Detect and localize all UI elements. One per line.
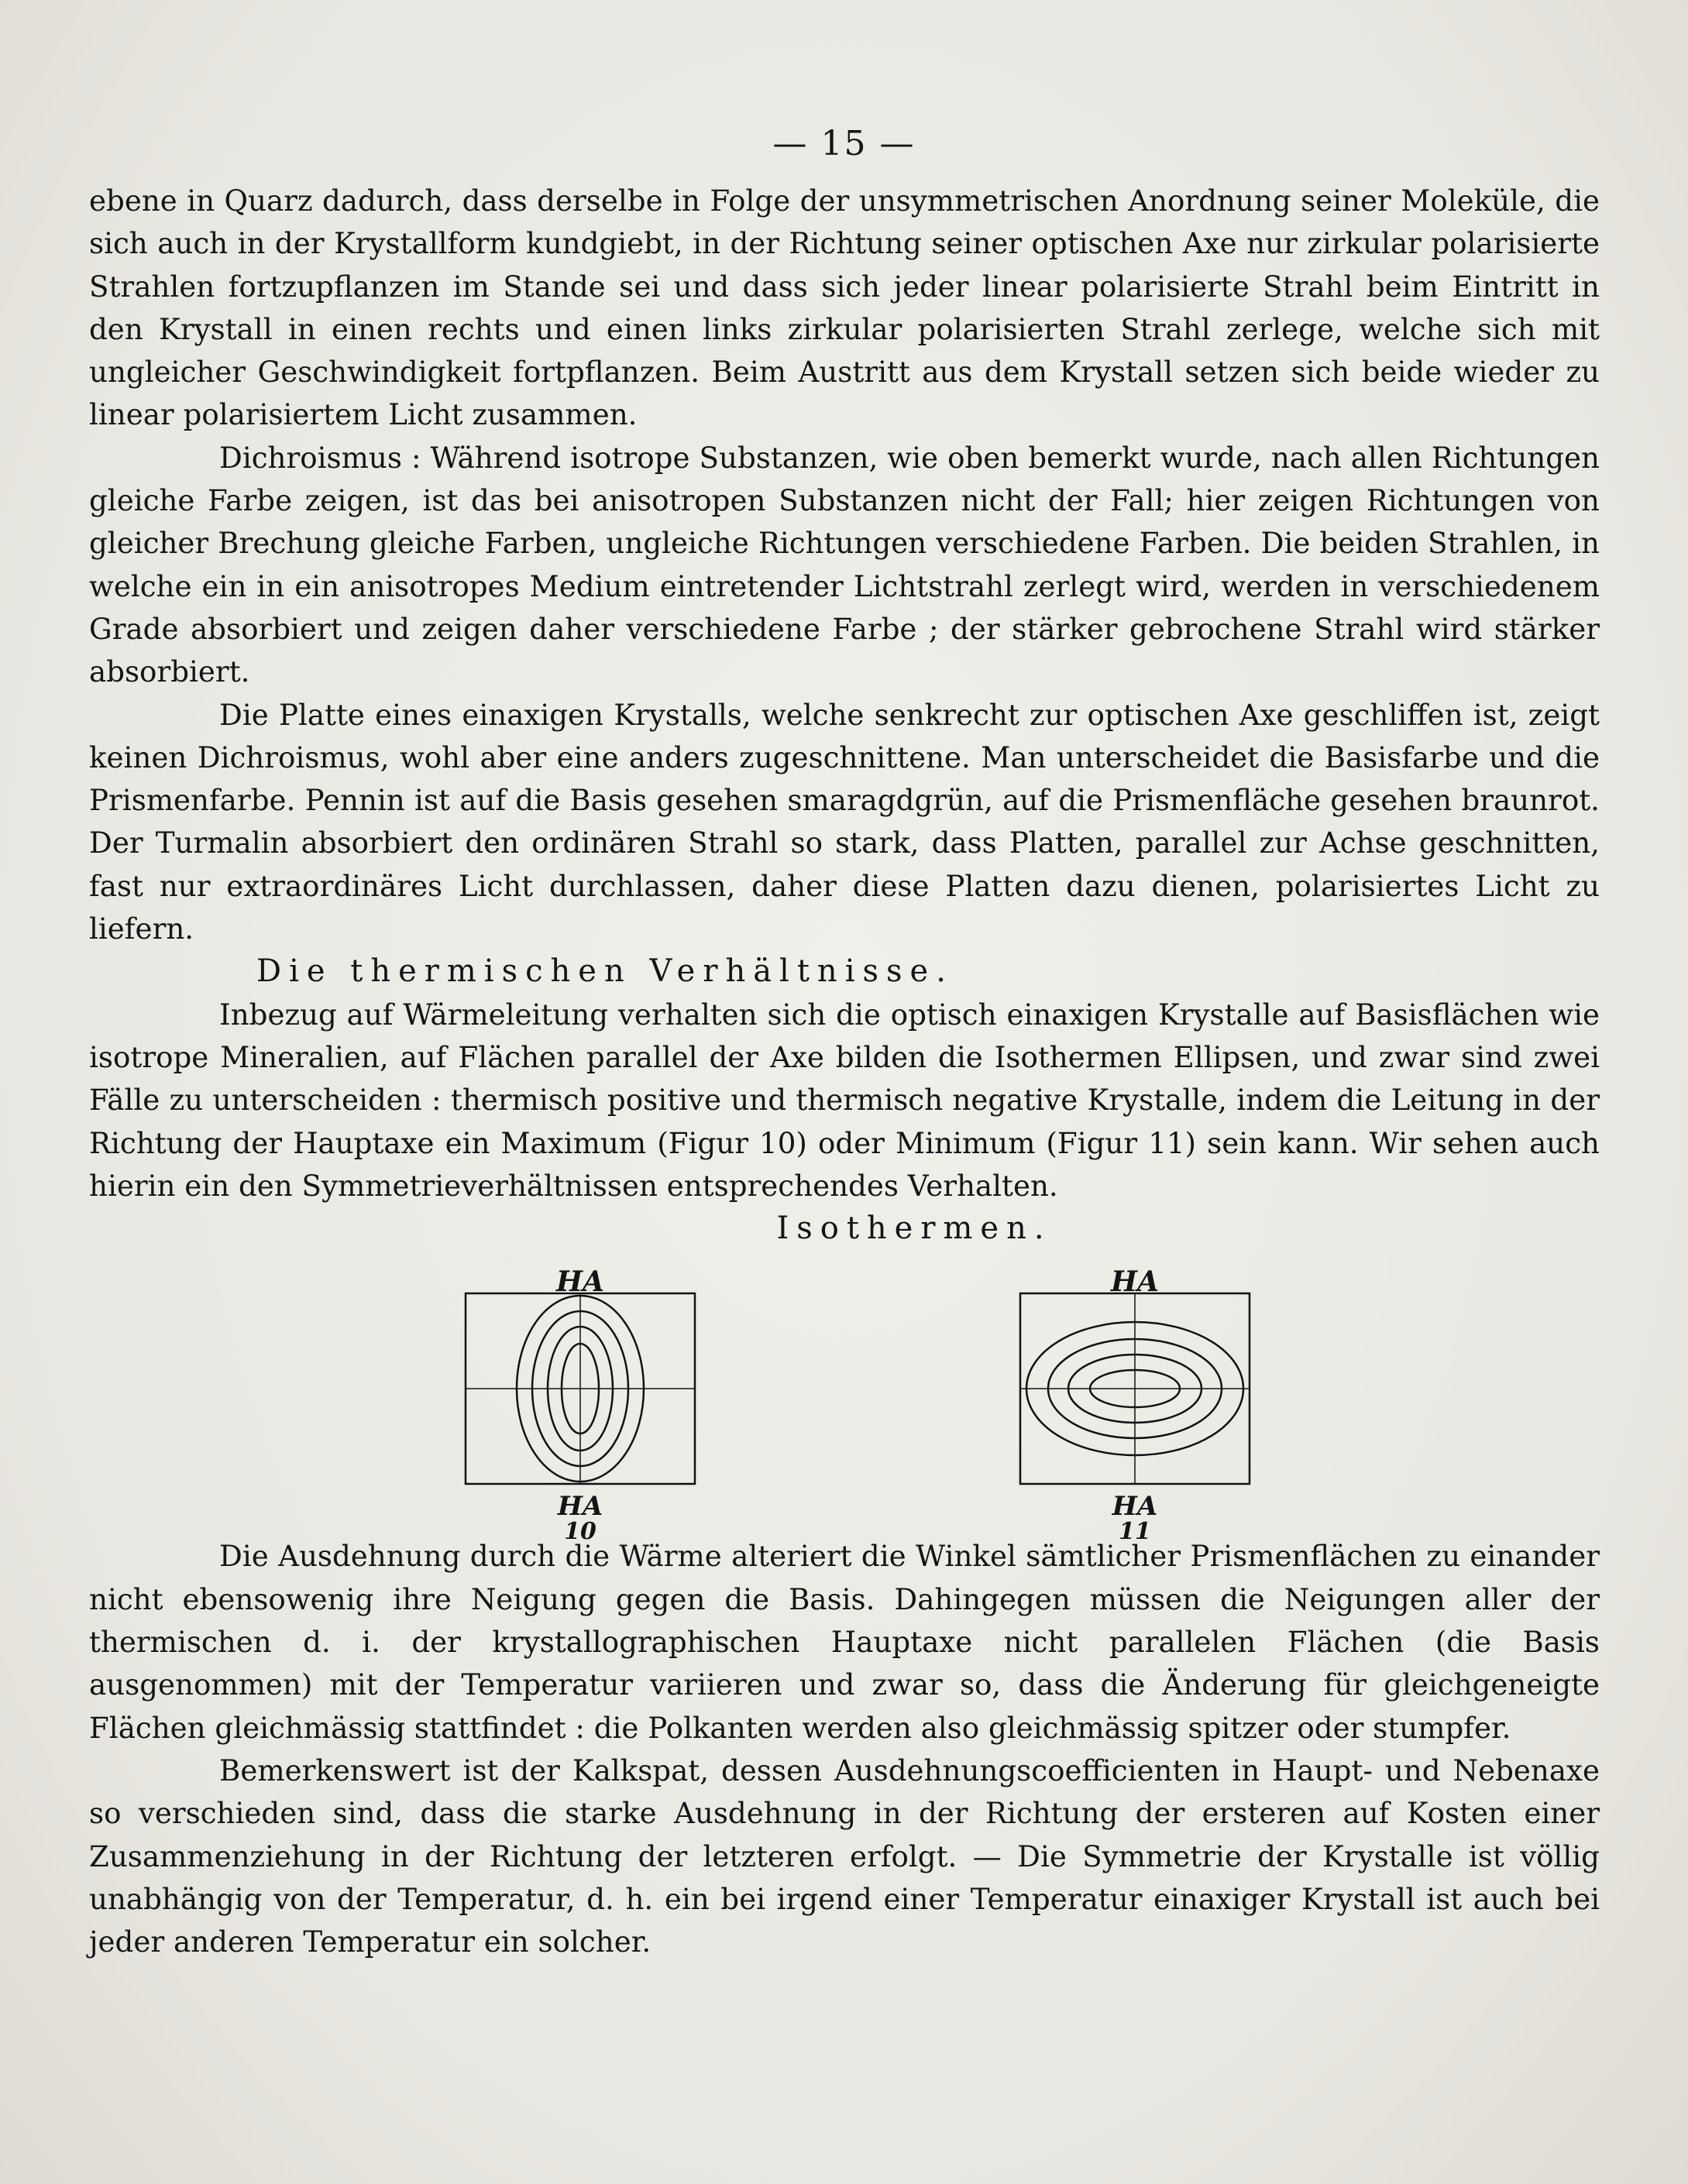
paragraph-kalkspat: Bemerkenswert ist der Kalkspat, dessen Ausdehnungscoefficienten in Haupt- und Nebenaxe so verschieden sind, dass die starke Ausdehnung in der Richtung der ersteren auf Kosten einer Zusammenziehung in der Richtung der letzteren erfolgt. — Die Symmetrie der Krystalle ist völlig unabhängig von der Temperatur, d. h. ein bei irgend einer Temperatur einaxiger Krystall ist auch bei jeder anderen Temperatur ein solcher. (89, 1753, 1600, 1959)
paragraph-waermeleitung: Inbezug auf Wärmeleitung verhalten sich die optisch einaxigen Krystalle auf Basisflächen wie isotrope Mineralien, auf Flächen parallel der Axe bilden die Isothermen Ellipsen, und zwar sind zwei Fälle zu unterscheiden : thermisch positive und thermisch negative Krystalle, indem die Leitung in der Richtung der Hauptaxe ein Maximum (Figur 10) oder Minimum (Figur 11) sein kann. Wir sehen auch hierin ein den Symmetrieverhältnissen entsprechendes Verhalten. (89, 997, 1600, 1203)
section-heading-thermal: Die thermischen Verhältnisse. (256, 953, 954, 990)
figure-10-top-label: HA (556, 1265, 604, 1299)
figure-title: Isothermen. (776, 1210, 1052, 1247)
page-number: — 15 — (772, 124, 916, 163)
paragraph-platte: Die Platte eines einaxigen Krystalls, welche senkrecht zur optischen Axe geschliffen ist, zeigt keinen Dichroismus, wohl aber eine anders zugeschnittene. Man unterscheidet die Basisfarbe und die Prismenfarbe. Pennin ist auf die Basis gesehen smaragdgrün, auf die Prismenfläche gesehen braunrot. Der Turmalin absorbiert den ordinären Strahl so stark, dass Platten, parallel zur Achse geschnitten, fast nur extraordinäres Licht durchlassen, daher diese Platten dazu dienen, polarisiertes Licht zu liefern. (89, 697, 1600, 946)
figure-10-bottom-label: HA (557, 1491, 603, 1523)
paragraph-dichroismus: Dichroismus : Während isotrope Substanzen, wie oben bemerkt wurde, nach allen Richtungen gleiche Farbe zeigen, ist das bei anisotropen Substanzen nicht der Fall; hier zeigen Richtungen von gleicher Brechung gleiche Farben, ungleiche Richtungen verschiedene Farben. Die beiden Strahlen, in welche ein in ein anisotropes Medium eintretender Lichtstrahl zerlegt wird, werden in verschiedenem Grade absorbiert und zeigen daher verschiedene Farbe ; der stärker gebrochene Strahl wird stärker absorbiert. (89, 440, 1600, 689)
paragraph-quartz-polarization: ebene in Quarz dadurch, dass derselbe in Folge der unsymmetrischen Anordnung seiner Moleküle, die sich auch in der Krystallform kundgiebt, in der Richtung seiner optischen Axe nur zirkular polarisierte Strahlen fortzupflanzen im Stande sei und dass sich jeder linear polarisierte Strahl beim Eintritt in den Krystall in einen rechts und einen links zirkular polarisierten Strahl zerlege, welche sich mit ungleicher Geschwindigkeit fortpflanzen. Beim Austritt aus dem Krystall setzen sich beide wieder zu linear polarisiertem Licht zusammen. (89, 184, 1600, 432)
isothermen-figures (89, 1250, 1600, 1546)
figure-10 (464, 1261, 696, 1546)
figure-11-isotherm-diagram (1019, 1292, 1251, 1485)
body-text (89, 180, 1600, 1963)
figure-11-bottom-label: HA (1112, 1491, 1158, 1523)
figure-11 (1019, 1261, 1251, 1546)
figure-10-number: 10 (564, 1518, 596, 1546)
figure-11-top-label: HA (1111, 1265, 1159, 1299)
paragraph-ausdehnung: Die Ausdehnung durch die Wärme alteriert die Winkel sämtlicher Prismenflächen zu einander nicht ebensowenig ihre Neigung gegen die Basis. Dahingegen müssen die Neigungen aller der thermischen d. i. der krystallographischen Hauptaxe nicht parallelen Flächen (die Basis ausgenommen) mit der Temperatur variieren und zwar so, dass die Änderung für gleichgeneigte Flächen gleichmässig stattfindet : die Polkanten werden also gleichmässig spitzer oder stumpfer. (89, 1539, 1600, 1745)
figure-10-isotherm-diagram (464, 1292, 696, 1485)
figure-11-number: 11 (1119, 1518, 1151, 1546)
